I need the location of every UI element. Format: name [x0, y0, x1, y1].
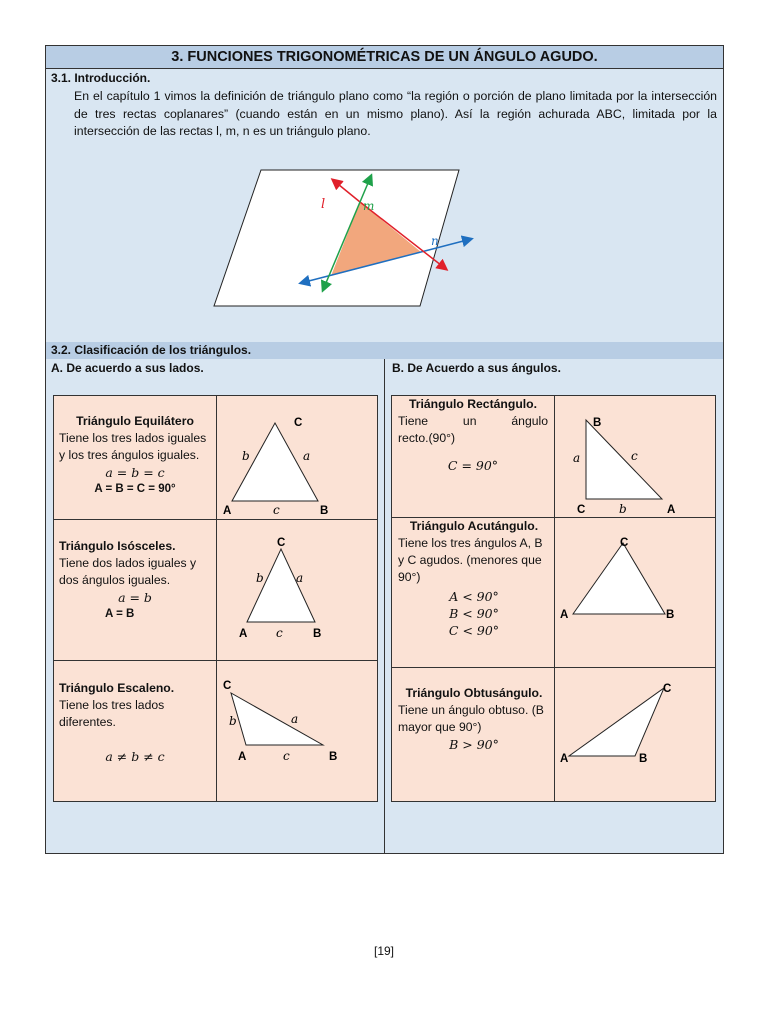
isosceles-formula-sides: a = b: [118, 590, 152, 605]
svg-text:a: a: [573, 451, 581, 465]
plane-shape: [214, 170, 459, 306]
equilatero-cell: [59, 413, 211, 498]
svg-text:C: C: [620, 537, 629, 549]
svg-text:c: c: [631, 449, 638, 463]
equilatero-formula-sides: a = b = c: [105, 465, 165, 480]
acutangulo-desc: Tiene los tres ángulos A, B y C agudos. (menores que 90°): [398, 536, 543, 584]
escaleno-figure: [217, 661, 377, 801]
svg-text:B: B: [329, 751, 338, 763]
acutangulo-name: Triángulo Acutángulo.: [409, 519, 539, 533]
rectangulo-formula: C = 90°: [447, 458, 499, 473]
label-l: l: [321, 197, 326, 212]
equilatero-formula-angles: A = B = C = 90°: [94, 483, 176, 495]
rectangulo-name: Triángulo Rectángulo.: [409, 397, 537, 411]
isosceles-formula-angles: A = B: [105, 608, 135, 620]
svg-text:b: b: [619, 502, 627, 516]
svg-text:c: c: [276, 626, 283, 640]
svg-text:B: B: [666, 609, 675, 621]
sides-heading: A. De acuerdo a sus lados.: [51, 361, 204, 375]
content-frame: [45, 45, 724, 854]
escaleno-formula: a ≠ b ≠ c: [105, 749, 165, 764]
rectangulo-figure: [555, 396, 715, 517]
svg-text:c: c: [283, 749, 290, 763]
obtusangulo-name: Triángulo Obtusángulo.: [405, 686, 543, 700]
rectangulo-cell: [398, 396, 548, 474]
sides-table: [53, 395, 378, 802]
svg-text:b: b: [256, 571, 264, 585]
acutangulo-formula-c: C < 90°: [448, 623, 500, 638]
svg-text:B: B: [313, 628, 322, 640]
obtusangulo-figure: [555, 668, 715, 801]
column-divider: [384, 359, 385, 854]
rectangulo-desc-1: Tiene un ángulo: [398, 414, 548, 428]
acutangulo-formula-a: A < 90°: [449, 589, 499, 604]
classification-heading: 3.2. Clasificación de los triángulos.: [51, 343, 252, 357]
page-number: [19]: [373, 944, 394, 958]
acutangulo-formula-b: B < 90°: [449, 606, 499, 621]
svg-text:a: a: [296, 571, 304, 585]
svg-text:C: C: [223, 680, 232, 692]
section-title: 3. FUNCIONES TRIGONOMÉTRICAS DE UN ÁNGULO AGUDO.: [46, 46, 723, 69]
label-n: n: [431, 234, 439, 248]
intro-heading: 3.1. Introducción.: [51, 71, 151, 85]
escaleno-name: Triángulo Escaleno.: [59, 681, 175, 695]
angles-heading: B. De Acuerdo a sus ángulos.: [392, 361, 561, 375]
obtusangulo-desc: Tiene un ángulo obtuso. (B mayor que 90°): [398, 703, 544, 734]
intro-paragraph: En el capítulo 1 vimos la definición de triángulo plano como “la región o porción de plano limitada por la intersección de tres rectas coplanares” (cuando están en un mismo plano). Así la región achurada ABC, limitada por la intersección de las rectas l, m, n es un triángulo plano.: [74, 89, 717, 138]
equilatero-figure: [217, 396, 377, 519]
obtusangulo-formula: B > 90°: [449, 737, 499, 752]
svg-text:B: B: [320, 505, 329, 517]
equilatero-desc: Tiene los tres lados iguales y los tres ángulos iguales.: [59, 431, 207, 462]
isosceles-desc: Tiene dos lados iguales y dos ángulos iguales.: [59, 556, 197, 587]
rectangulo-desc-2: recto.(90°): [398, 431, 456, 445]
svg-text:a: a: [291, 712, 299, 726]
svg-text:A: A: [238, 751, 247, 763]
svg-text:A: A: [239, 628, 248, 640]
isosceles-cell: [59, 538, 211, 623]
isosceles-figure: [217, 520, 377, 660]
equilatero-name: Triángulo Equilátero: [76, 414, 194, 428]
escaleno-cell: [59, 680, 211, 765]
angles-table: [391, 395, 716, 802]
svg-text:a: a: [303, 449, 311, 463]
svg-text:C: C: [577, 504, 586, 516]
svg-text:A: A: [560, 753, 569, 765]
svg-text:A: A: [223, 505, 232, 517]
acutangulo-figure: [555, 518, 715, 667]
label-m: m: [363, 199, 375, 213]
svg-text:b: b: [229, 714, 237, 728]
svg-text:B: B: [593, 417, 602, 429]
svg-text:b: b: [242, 449, 250, 463]
svg-text:A: A: [560, 609, 569, 621]
svg-text:C: C: [277, 537, 286, 549]
obtusangulo-cell: [398, 685, 550, 753]
svg-text:A: A: [667, 504, 676, 516]
svg-text:C: C: [663, 683, 672, 695]
isosceles-name: Triángulo Isósceles.: [59, 539, 176, 553]
escaleno-desc: Tiene los tres lados diferentes.: [59, 698, 165, 729]
classification-heading-bar: [46, 342, 723, 359]
svg-text:B: B: [639, 753, 648, 765]
svg-text:c: c: [273, 503, 280, 517]
svg-text:C: C: [294, 417, 303, 429]
acutangulo-cell: [398, 518, 550, 639]
intersecting-lines-diagram: [211, 168, 511, 318]
